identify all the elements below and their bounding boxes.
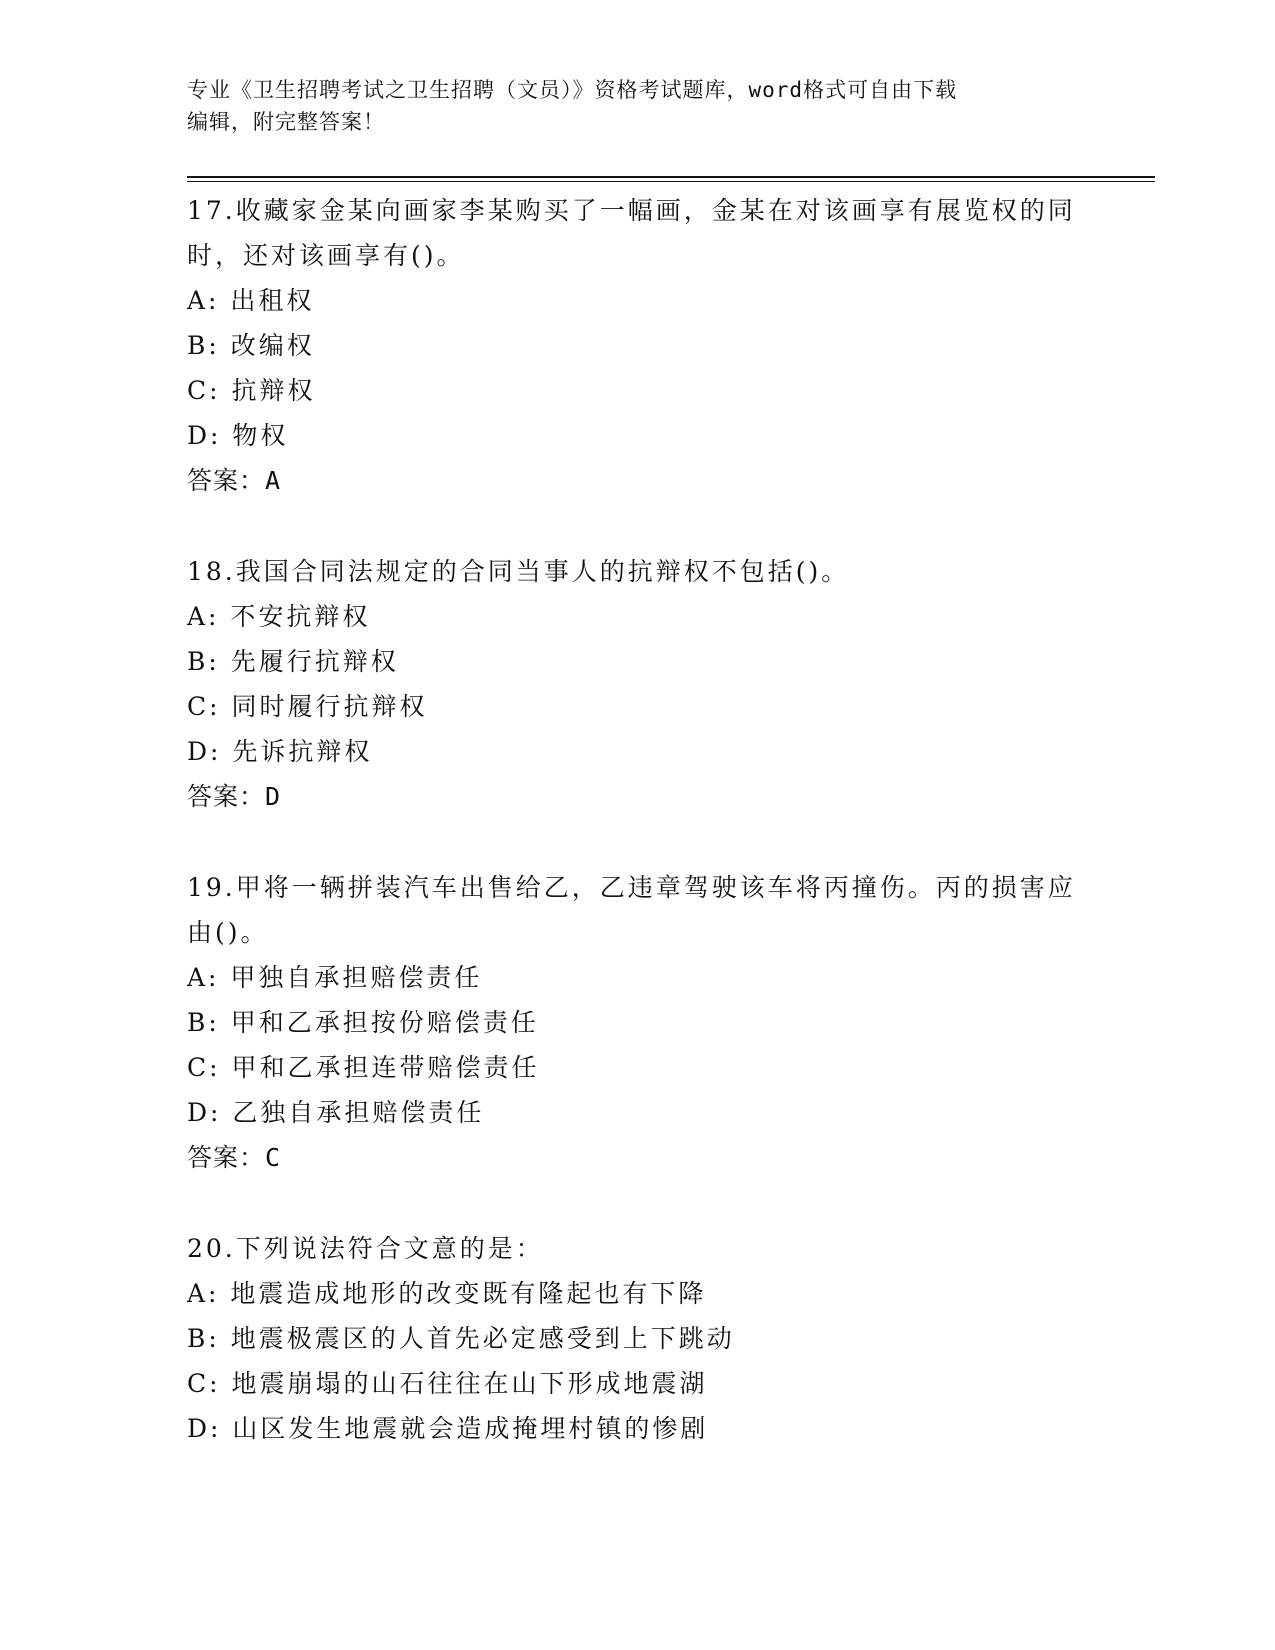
header-divider-thick (187, 176, 1155, 178)
question-20 (187, 1226, 1087, 1451)
question-17 (187, 188, 1087, 503)
option-c: C: 甲和乙承担连带赔偿责任 (187, 1053, 540, 1082)
option-b: B: 先履行抗辩权 (187, 647, 399, 676)
question-19 (187, 865, 1087, 1180)
question-stem: 20.下列说法符合文意的是： (187, 1234, 544, 1263)
answer-line (187, 1135, 1087, 1180)
option-c: C: 抗辩权 (187, 376, 316, 405)
option-d: D: 先诉抗辩权 (187, 737, 373, 766)
answer-label: 答案： (187, 1143, 266, 1172)
option-d: D: 乙独自承担赔偿责任 (187, 1098, 485, 1127)
question-list (187, 188, 1087, 1497)
document-header (187, 74, 1077, 138)
answer-value: C (265, 1143, 282, 1172)
option-c: C: 同时履行抗辩权 (187, 692, 428, 721)
option-c: C: 地震崩塌的山石往往在山下形成地震湖 (187, 1369, 708, 1398)
option-a: A: 地震造成地形的改变既有隆起也有下降 (187, 1279, 707, 1308)
question-stem: 19.甲将一辆拼装汽车出售给乙，乙违章驾驶该车将丙撞伤。丙的损害应由()。 (187, 873, 1076, 947)
answer-value: A (265, 466, 282, 495)
header-line-2: 编辑，附完整答案！ (187, 110, 385, 134)
answer-line (187, 458, 1087, 503)
option-b: B: 地震极震区的人首先必定感受到上下跳动 (187, 1324, 735, 1353)
header-line-1: 专业《卫生招聘考试之卫生招聘（文员）》资格考试题库，word格式可自由下载 (187, 78, 958, 102)
option-d: D: 物权 (187, 421, 289, 450)
answer-value: D (265, 782, 282, 811)
option-a: A: 出租权 (187, 286, 315, 315)
answer-line (187, 774, 1087, 819)
question-stem: 17.收藏家金某向画家李某购买了一幅画，金某在对该画享有展览权的同时，还对该画享有()。 (187, 196, 1076, 270)
option-b: B: 改编权 (187, 331, 315, 360)
option-a: A: 甲独自承担赔偿责任 (187, 963, 483, 992)
answer-label: 答案： (187, 782, 266, 811)
answer-label: 答案： (187, 466, 266, 495)
option-b: B: 甲和乙承担按份赔偿责任 (187, 1008, 539, 1037)
header-divider-thin (187, 181, 1155, 182)
question-stem: 18.我国合同法规定的合同当事人的抗辩权不包括()。 (187, 557, 850, 586)
option-d: D: 山区发生地震就会造成掩埋村镇的惨剧 (187, 1414, 709, 1443)
option-a: A: 不安抗辩权 (187, 602, 371, 631)
question-18 (187, 549, 1087, 819)
